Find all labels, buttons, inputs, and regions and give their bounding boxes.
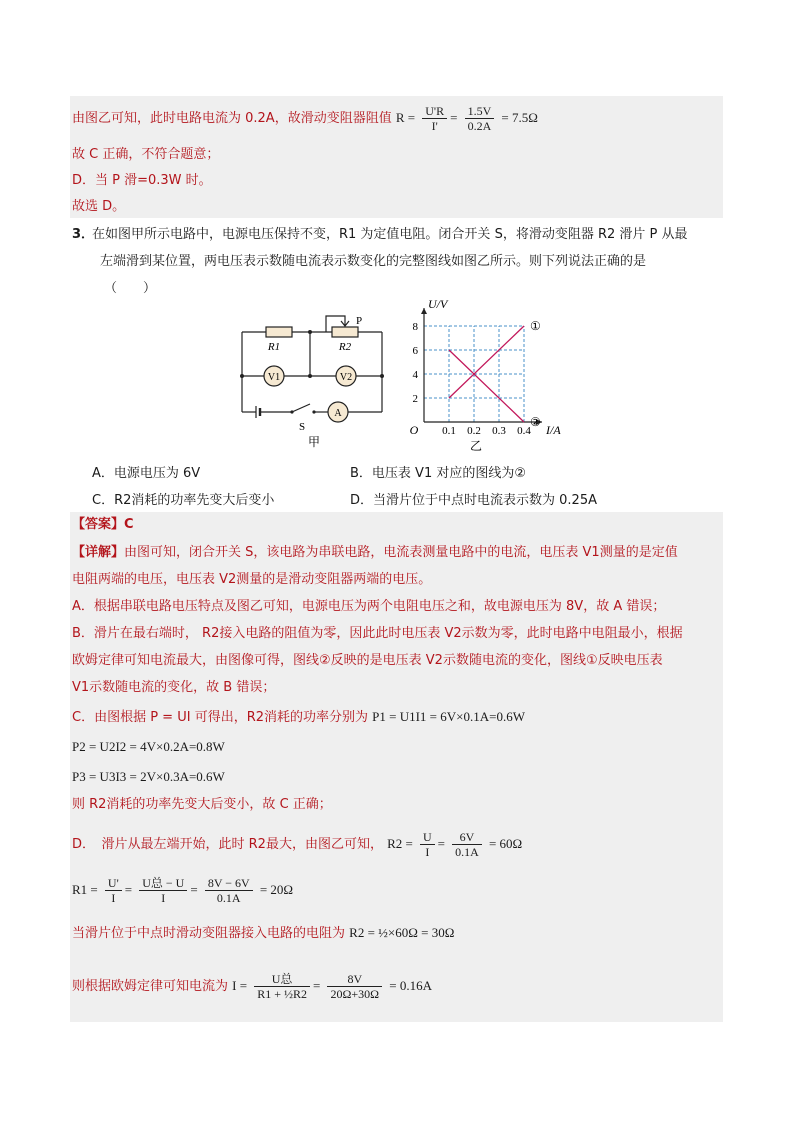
prev-solution-line1	[72, 104, 538, 133]
d-line4-frac	[254, 972, 310, 1001]
eq-sign: =	[450, 110, 458, 125]
d-line2-lhs: R1 =	[72, 882, 98, 897]
detail-text: 由图可知，闭合开关 S，该电路为串联电路，电流表测量电路中的电流，电压表 V1测量的是定值	[124, 545, 678, 560]
chart-caption: 乙	[469, 439, 483, 453]
option-d: D．当滑片位于中点时电流表示数为 0.25A	[350, 493, 597, 508]
label-v2: V2	[339, 372, 353, 383]
frac-num: 8V − 6V	[205, 876, 253, 891]
d-line4-text: 则根据欧姆定律可知电流为	[72, 979, 229, 994]
frac-num: 1.5V	[465, 104, 495, 119]
y-axis-label: U/V	[428, 298, 448, 311]
d-line1-frac2	[452, 830, 482, 859]
eq-sign: =	[190, 882, 198, 897]
frac-num: U'R	[422, 104, 447, 119]
frac-den: R1 + ½R2	[257, 987, 307, 1001]
d-line1-text: D． 滑片从最左端开始，此时 R2最大，由图乙可知，	[72, 837, 383, 852]
d-line4-result: = 0.16A	[389, 978, 432, 993]
detail-d-line2	[72, 876, 293, 905]
prev-solution-line3: D．当 P 滑=0.3W 时。	[72, 173, 212, 188]
c-line1-eq: P1 = U1I1 = 6V×0.1A=0.6W	[372, 709, 525, 724]
detail-b-line2: 欧姆定律可知电流最大，由图像可得，图线②反映的是电压表 V2示数随电流的变化，图线①反映电压表	[72, 653, 663, 668]
label-v1: V1	[267, 372, 281, 383]
eq-sign: =	[124, 882, 133, 897]
origin-label: O	[409, 423, 419, 437]
detail-c-line4: 则 R2消耗的功率先变大后变小，故 C 正确；	[72, 797, 332, 812]
prev-line1-result: = 7.5Ω	[501, 110, 538, 125]
detail-d-line4	[72, 972, 432, 1001]
option-b: B．电压表 V1 对应的图线为②	[350, 466, 527, 481]
eq-sign: =	[437, 836, 446, 851]
series-label-2: ②	[530, 415, 541, 429]
x-tick-label: 0.1	[442, 425, 456, 437]
detail-c-line1	[72, 708, 525, 727]
prev-solution-line4: 故选 D。	[72, 199, 126, 214]
d-line1-lhs: R2 =	[387, 836, 413, 851]
label-p: P	[356, 315, 363, 327]
y-tick-label: 8	[412, 321, 418, 333]
series-line-1	[449, 326, 524, 398]
prev-line1-lhs: R =	[395, 110, 416, 125]
detail-d-line1	[72, 830, 522, 859]
d-line1-result: = 60Ω	[488, 836, 523, 851]
frac-num: U'	[105, 876, 122, 891]
eq-sign: =	[313, 978, 321, 993]
d-line3-eq: R2 = ½×60Ω = 30Ω	[349, 925, 455, 940]
frac-num: U	[420, 830, 435, 845]
question-text-line1: 在如图甲所示电路中，电源电压保持不变，R1 为定值电阻。闭合开关 S，将滑动变阻器 R2 滑片 P 从最	[92, 227, 688, 242]
detail-b-line1: B．滑片在最右端时， R2接入电路的阻值为零，因此此时电压表 V2示数为零，此时电路中电阻最小，根据	[72, 626, 683, 641]
detail-b-line3: V1示数随电流的变化，故 B 错误；	[72, 680, 276, 695]
label-r2: R2	[338, 341, 352, 353]
x-tick-label: 0.3	[492, 425, 506, 437]
prev-solution-line2: 故 C 正确，不符合题意；	[72, 147, 220, 162]
answer-bracket: （ ）	[104, 281, 157, 296]
x-tick-label: 0.4	[517, 425, 531, 437]
prev-line1-frac2	[465, 104, 495, 133]
detail-d-line3	[72, 924, 454, 943]
detail-label: 【详解】	[72, 545, 125, 560]
label-r1: R1	[267, 341, 281, 353]
frac-den: I	[161, 891, 166, 905]
frac-den: 20Ω+30Ω	[330, 987, 380, 1001]
d-line2-frac3	[205, 876, 253, 905]
detail-a-line1: A．根据串联电路电压特点及图乙可知，电源电压为两个电阻电压之和，故电源电压为 8V，故 A 错误；	[72, 599, 666, 614]
label-a: A	[334, 408, 342, 419]
x-tick-label: 0.2	[467, 425, 481, 437]
frac-den: I'	[431, 119, 438, 133]
c-line1-text: C．由图根据 P = UI 可得出，R2消耗的功率分别为	[72, 710, 368, 725]
detail-c-line2: P2 = U2I2 = 4V×0.2A=0.8W	[72, 739, 225, 754]
question-text-line2: 左端滑到某位置，两电压表示数随电流表示数变化的完整图线如图乙所示。则下列说法正确的是	[100, 254, 647, 269]
frac-den: 0.2A	[467, 119, 492, 133]
y-axis-arrow	[421, 308, 427, 314]
detail-c-line3: P3 = U3I3 = 2V×0.3A=0.6W	[72, 769, 225, 784]
d-line2-frac2	[139, 876, 187, 905]
d-line4-frac2	[327, 972, 382, 1001]
circuit-caption: 甲	[307, 435, 321, 449]
frac-den: 0.1A	[455, 845, 479, 859]
frac-num: 6V	[452, 830, 482, 845]
option-a: A．电源电压为 6V	[92, 466, 201, 481]
frac-num: 8V	[327, 972, 382, 987]
circuit-diagram	[232, 312, 392, 452]
ui-graph	[406, 298, 566, 458]
detail-line2: 电阻两端的电压，电压表 V2测量的是滑动变阻器两端的电压。	[72, 572, 432, 587]
series-label-1: ①	[530, 319, 541, 333]
prev-line1-frac	[422, 104, 447, 133]
y-tick-label: 6	[412, 345, 418, 357]
d-line3-text: 当滑片位于中点时滑动变阻器接入电路的电阻为	[72, 926, 346, 941]
frac-num: U总 − U	[139, 876, 187, 891]
frac-den: I	[111, 891, 116, 905]
question-number: 3．	[72, 227, 95, 242]
y-tick-label: 2	[412, 393, 418, 405]
d-line2-frac	[105, 876, 122, 905]
prev-line1-text: 由图乙可知，此时电路电流为 0.2A，故滑动变阻器阻值	[72, 111, 392, 126]
detail-line1	[72, 544, 678, 562]
frac-den: I	[425, 845, 430, 859]
d-line2-result: = 20Ω	[259, 882, 294, 897]
frac-num: U总	[254, 972, 310, 987]
y-tick-label: 4	[412, 369, 418, 381]
d-line1-frac	[420, 830, 435, 859]
frac-den: 0.1A	[216, 891, 241, 905]
label-s: S	[298, 421, 306, 433]
answer-label: 【答案】C	[72, 517, 134, 532]
series-line-2	[449, 350, 524, 422]
d-line4-lhs: I =	[232, 978, 248, 993]
x-axis-label: I/A	[546, 423, 561, 437]
option-c: C．R2消耗的功率先变大后变小	[92, 493, 275, 508]
